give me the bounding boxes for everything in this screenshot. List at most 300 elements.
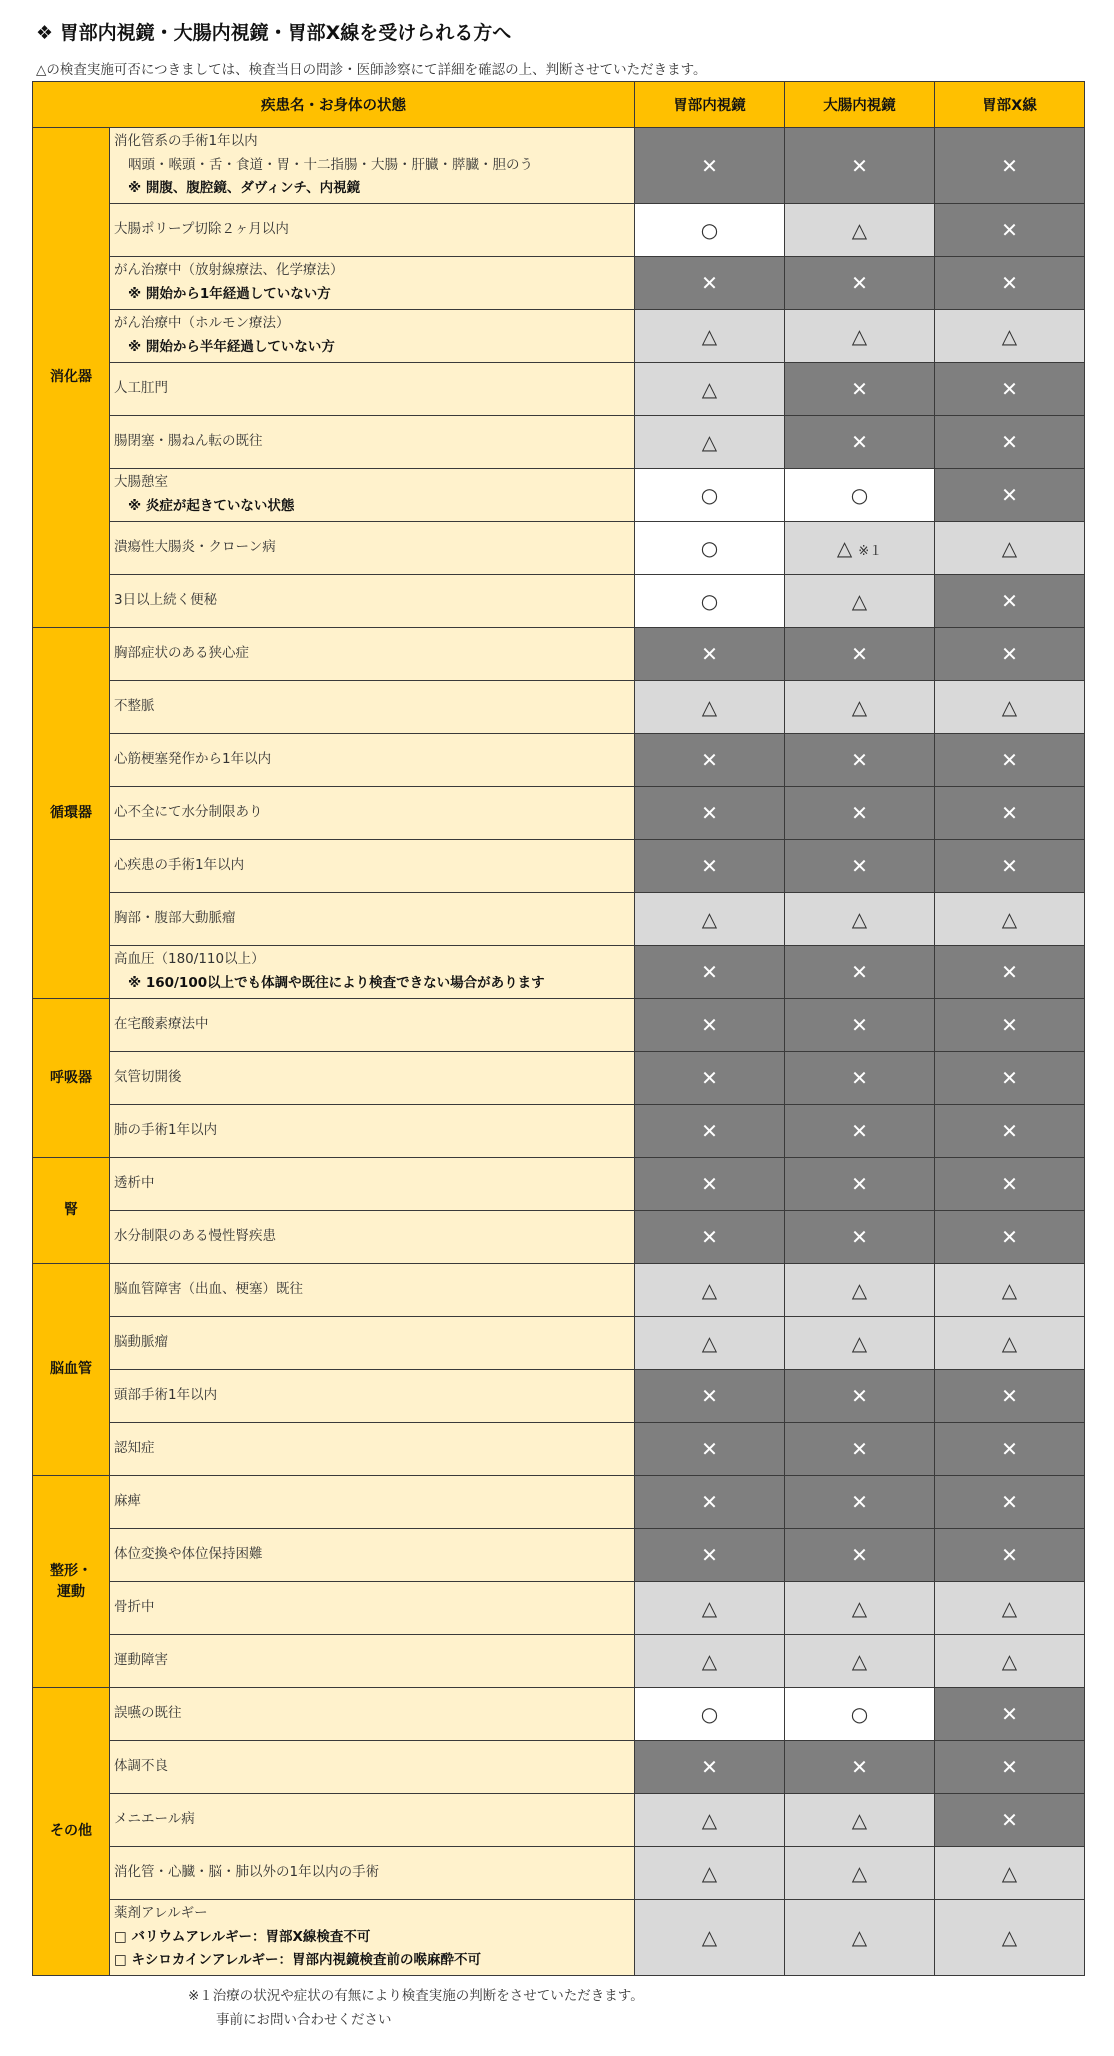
cross-mark-cell (935, 257, 1085, 310)
cross-mark-cell (785, 416, 935, 469)
triangle-mark: △ (1001, 1925, 1018, 1950)
cross-mark: ✕ (851, 430, 868, 454)
cross-mark-cell (635, 999, 785, 1052)
triangle-mark: △ (701, 377, 718, 401)
condition-text: がん治療中（ホルモン療法） (114, 315, 290, 332)
condition-text: ※ 開腹、腹腔鏡、ダヴィンチ、内視鏡 (128, 180, 361, 197)
triangle-note: △の検査実施可否につきましては、検査当日の問診・医師診察にて詳細を確認の上、判断させていただきます。 (36, 62, 707, 78)
table-row (33, 363, 1085, 416)
condition-cell (110, 999, 635, 1052)
condition-cell (110, 1052, 635, 1105)
triangle-mark-cell (635, 893, 785, 946)
cross-mark: ✕ (1001, 1225, 1018, 1249)
condition-cell (110, 1423, 635, 1476)
triangle-mark-cell (635, 416, 785, 469)
condition-cell (110, 1582, 635, 1635)
triangle-mark-cell (935, 310, 1085, 363)
condition-text: 大腸ポリープ切除２ヶ月以内 (114, 221, 289, 238)
cross-mark-cell (935, 1529, 1085, 1582)
condition-text: 心筋梗塞発作から1年以内 (114, 751, 272, 768)
cross-mark-cell (785, 946, 935, 999)
cross-mark-cell (635, 128, 785, 204)
triangle-mark-cell (785, 522, 935, 575)
cross-mark: ✕ (701, 1066, 718, 1090)
triangle-mark: △ (701, 1925, 718, 1950)
cross-mark: ✕ (1001, 377, 1018, 401)
triangle-mark-cell (935, 1317, 1085, 1370)
table-row (33, 1582, 1085, 1635)
cross-mark: ✕ (701, 1384, 718, 1408)
cross-mark-cell (785, 363, 935, 416)
triangle-mark: △ (851, 1278, 868, 1302)
triangle-mark-cell (635, 681, 785, 734)
cross-mark-cell (935, 1370, 1085, 1423)
cross-mark-cell (935, 734, 1085, 787)
circle-mark: ○ (850, 1702, 869, 1726)
category-cell: その他 (33, 1688, 110, 1976)
condition-cell (110, 469, 635, 522)
table-row (33, 1317, 1085, 1370)
condition-cell (110, 1105, 635, 1158)
cross-mark: ✕ (701, 1013, 718, 1037)
category-cell: 循環器 (33, 628, 110, 999)
exam-eligibility-table (32, 81, 1085, 1976)
cross-mark-cell (785, 1158, 935, 1211)
cross-mark: ✕ (1001, 1172, 1018, 1196)
cross-mark: ✕ (1001, 218, 1018, 242)
cross-mark: ✕ (851, 271, 868, 295)
cross-mark: ✕ (1001, 801, 1018, 825)
cross-mark-cell (635, 628, 785, 681)
cross-mark: ✕ (701, 1490, 718, 1514)
category-cell: 消化器 (33, 128, 110, 628)
cross-mark-cell (935, 787, 1085, 840)
circle-mark: ○ (700, 1702, 719, 1726)
cross-mark-cell (935, 628, 1085, 681)
cross-mark: ✕ (1001, 271, 1018, 295)
condition-text: メニエール病 (114, 1811, 195, 1828)
cross-mark: ✕ (701, 642, 718, 666)
table-row (33, 628, 1085, 681)
condition-text: 脳血管障害（出血、梗塞）既往 (114, 1281, 303, 1298)
triangle-mark-cell (785, 681, 935, 734)
cross-mark: ✕ (851, 1119, 868, 1143)
condition-cell (110, 734, 635, 787)
condition-cell (110, 1794, 635, 1847)
cross-mark: ✕ (701, 1119, 718, 1143)
circle-mark-cell (635, 575, 785, 628)
triangle-mark: △ (851, 218, 868, 242)
triangle-mark: △ (701, 695, 718, 719)
cross-mark-cell (785, 257, 935, 310)
cross-mark: ✕ (701, 748, 718, 772)
cross-mark: ✕ (851, 748, 868, 772)
triangle-mark-cell (785, 1900, 935, 1976)
triangle-mark-cell (935, 1264, 1085, 1317)
condition-text: 消化管・心臓・脳・肺以外の1年以内の手術 (114, 1864, 380, 1881)
cross-mark: ✕ (851, 854, 868, 878)
triangle-mark-cell (635, 1847, 785, 1900)
page-title: ❖ 胃部内視鏡・大腸内視鏡・胃部X線を受けられる方へ (36, 22, 512, 44)
table-row (33, 734, 1085, 787)
condition-cell (110, 1847, 635, 1900)
condition-cell (110, 787, 635, 840)
table-row (33, 469, 1085, 522)
circle-mark-cell (635, 1688, 785, 1741)
cross-mark: ✕ (1001, 960, 1018, 984)
condition-text: 運動障害 (114, 1652, 168, 1669)
cross-mark: ✕ (851, 801, 868, 825)
cross-mark-cell (935, 1688, 1085, 1741)
triangle-mark: △ (1001, 907, 1018, 931)
cross-mark-cell (935, 469, 1085, 522)
cross-mark: ✕ (1001, 430, 1018, 454)
triangle-mark-cell (785, 1794, 935, 1847)
table-row (33, 1158, 1085, 1211)
cross-mark: ✕ (701, 1755, 718, 1779)
circle-mark: ○ (700, 483, 719, 507)
triangle-mark-cell (635, 310, 785, 363)
triangle-mark: △ (851, 589, 868, 613)
cross-mark-cell (935, 1741, 1085, 1794)
triangle-mark-cell (785, 893, 935, 946)
footnote-line1: ※１治療の状況や症状の有無により検査実施の判断をさせていただきます。 (188, 1988, 644, 2004)
condition-cell (110, 1529, 635, 1582)
footnote-ref: ※１ (858, 544, 883, 559)
condition-text: がん治療中（放射線療法、化学療法） (114, 262, 344, 279)
triangle-mark: △ (851, 1808, 868, 1832)
triangle-mark-cell (635, 1582, 785, 1635)
cross-mark: ✕ (1001, 854, 1018, 878)
condition-text: 大腸憩室 (114, 474, 168, 491)
circle-mark-cell (635, 469, 785, 522)
cross-mark-cell (785, 734, 935, 787)
cross-mark: ✕ (701, 271, 718, 295)
condition-cell (110, 1741, 635, 1794)
triangle-mark: △ (851, 695, 868, 719)
cross-mark: ✕ (701, 854, 718, 878)
cross-mark-cell (635, 1476, 785, 1529)
cross-mark-cell (635, 1158, 785, 1211)
circle-mark-cell (785, 469, 935, 522)
triangle-mark-cell (935, 522, 1085, 575)
condition-text: ※ 炎症が起きていない状態 (128, 498, 295, 514)
cross-mark-cell (935, 840, 1085, 893)
cross-mark: ✕ (701, 960, 718, 984)
cross-mark-cell (635, 1741, 785, 1794)
triangle-mark: △ (1001, 1861, 1018, 1885)
condition-cell (110, 628, 635, 681)
cross-mark: ✕ (701, 1437, 718, 1461)
condition-text: 潰瘍性大腸炎・クローン病 (114, 539, 276, 556)
triangle-mark: △ (701, 1808, 718, 1832)
condition-text: □ バリウムアレルギー：胃部X線検査不可 (114, 1928, 371, 1945)
cross-mark: ✕ (1001, 1119, 1018, 1143)
footnote (188, 1985, 644, 2032)
triangle-mark-cell (635, 1264, 785, 1317)
cross-mark: ✕ (1001, 1013, 1018, 1037)
condition-text: 薬剤アレルギー (114, 1905, 208, 1921)
triangle-mark-cell (935, 681, 1085, 734)
header-condition: 疾患名・お身体の状態 (33, 82, 635, 128)
category-cell: 呼吸器 (33, 999, 110, 1158)
triangle-mark: △ (1001, 324, 1018, 348)
condition-cell (110, 1900, 635, 1976)
triangle-mark: △ (701, 1649, 718, 1673)
condition-text: 在宅酸素療法中 (114, 1016, 209, 1033)
condition-cell (110, 363, 635, 416)
cross-mark-cell (785, 1052, 935, 1105)
table-row (33, 128, 1085, 204)
cross-mark-cell (935, 363, 1085, 416)
cross-mark: ✕ (1001, 748, 1018, 772)
triangle-mark: △ (1001, 1596, 1018, 1620)
cross-mark-cell (635, 1105, 785, 1158)
cross-mark: ✕ (851, 960, 868, 984)
circle-mark-cell (635, 204, 785, 257)
cross-mark-cell (785, 1529, 935, 1582)
cross-mark-cell (935, 1105, 1085, 1158)
triangle-mark-cell (785, 1264, 935, 1317)
triangle-mark-cell (635, 363, 785, 416)
cross-mark: ✕ (851, 1172, 868, 1196)
condition-text: 消化管系の手術1年以内 (114, 133, 258, 150)
condition-cell (110, 1264, 635, 1317)
cross-mark-cell (785, 628, 935, 681)
condition-cell (110, 893, 635, 946)
cross-mark: ✕ (1001, 1384, 1018, 1408)
triangle-mark: △ (851, 1649, 868, 1673)
condition-cell (110, 1211, 635, 1264)
condition-text: 体調不良 (114, 1758, 168, 1775)
table-row (33, 893, 1085, 946)
cross-mark-cell (935, 1211, 1085, 1264)
cross-mark: ✕ (701, 801, 718, 825)
table-row (33, 1052, 1085, 1105)
condition-text: □ キシロカインアレルギー：胃部内視鏡検査前の喉麻酔不可 (114, 1952, 482, 1969)
cross-mark-cell (935, 1476, 1085, 1529)
condition-cell (110, 310, 635, 363)
triangle-mark-cell (785, 310, 935, 363)
triangle-mark-cell (935, 1582, 1085, 1635)
condition-text: 腸閉塞・腸ねん転の既往 (114, 433, 263, 450)
triangle-mark-cell (635, 1900, 785, 1976)
condition-text: 3日以上続く便秘 (114, 592, 218, 609)
condition-text: ※ 開始から1年経過していない方 (128, 286, 331, 302)
condition-cell (110, 1370, 635, 1423)
condition-text: 骨折中 (114, 1599, 155, 1616)
triangle-mark: △ (701, 1596, 718, 1620)
circle-mark: ○ (700, 589, 719, 613)
cross-mark-cell (935, 999, 1085, 1052)
triangle-mark: △ (851, 1861, 868, 1885)
header-gastroscopy: 胃部内視鏡 (635, 82, 785, 128)
condition-text: 人工肛門 (114, 380, 168, 397)
triangle-mark: △ (701, 1278, 718, 1302)
cross-mark-cell (785, 999, 935, 1052)
table-row (33, 946, 1085, 999)
table-row (33, 681, 1085, 734)
cross-mark-cell (935, 128, 1085, 204)
cross-mark: ✕ (851, 1384, 868, 1408)
table-row (33, 1423, 1085, 1476)
circle-mark-cell (635, 522, 785, 575)
table-row (33, 522, 1085, 575)
triangle-mark-cell (935, 893, 1085, 946)
condition-text: 頭部手術1年以内 (114, 1387, 218, 1404)
cross-mark: ✕ (851, 642, 868, 666)
condition-text: 気管切開後 (114, 1069, 182, 1086)
condition-cell (110, 1476, 635, 1529)
footnote-line2: 事前にお問い合わせください (216, 2011, 392, 2028)
condition-cell (110, 522, 635, 575)
circle-mark: ○ (700, 536, 719, 560)
cross-mark: ✕ (851, 1490, 868, 1514)
category-cell: 腎 (33, 1158, 110, 1264)
triangle-mark: △ (1001, 695, 1018, 719)
condition-cell (110, 1158, 635, 1211)
condition-text: 咽頭・喉頭・舌・食道・胃・十二指腸・大腸・肝臓・膵臓・胆のう (128, 156, 533, 173)
table-row (33, 999, 1085, 1052)
condition-cell (110, 1317, 635, 1370)
triangle-mark: △ (701, 430, 718, 454)
triangle-mark: △ (851, 907, 868, 931)
table-row (33, 1635, 1085, 1688)
triangle-mark: △ (701, 1861, 718, 1885)
triangle-mark-cell (785, 1582, 935, 1635)
condition-text: 胸部症状のある狭心症 (114, 645, 249, 662)
triangle-mark: △ (701, 1331, 718, 1355)
table-row (33, 257, 1085, 310)
cross-mark-cell (935, 1158, 1085, 1211)
cross-mark-cell (635, 1052, 785, 1105)
cross-mark: ✕ (1001, 1490, 1018, 1514)
condition-cell (110, 946, 635, 999)
condition-text: ※ 開始から半年経過していない方 (128, 339, 335, 355)
triangle-mark-cell (935, 1847, 1085, 1900)
cross-mark-cell (785, 1105, 935, 1158)
condition-cell (110, 416, 635, 469)
triangle-mark: △ (701, 907, 718, 931)
cross-mark-cell (935, 416, 1085, 469)
condition-text: 水分制限のある慢性腎疾患 (114, 1228, 276, 1245)
table-row (33, 1741, 1085, 1794)
cross-mark-cell (785, 1211, 935, 1264)
header-stomach-xray: 胃部X線 (935, 82, 1085, 128)
table-row (33, 1688, 1085, 1741)
triangle-mark-cell (785, 1847, 935, 1900)
cross-mark: ✕ (851, 153, 868, 178)
circle-mark: ○ (700, 218, 719, 242)
table-row (33, 575, 1085, 628)
triangle-mark-cell (785, 1635, 935, 1688)
table-row (33, 1211, 1085, 1264)
cross-mark-cell (785, 787, 935, 840)
cross-mark-cell (635, 787, 785, 840)
cross-mark: ✕ (1001, 1066, 1018, 1090)
cross-mark-cell (935, 1052, 1085, 1105)
table-row (33, 1105, 1085, 1158)
condition-text: 認知症 (114, 1440, 155, 1457)
cross-mark: ✕ (851, 1755, 868, 1779)
cross-mark: ✕ (701, 1543, 718, 1567)
condition-cell (110, 840, 635, 893)
cross-mark: ✕ (851, 377, 868, 401)
condition-cell (110, 128, 635, 204)
condition-cell (110, 575, 635, 628)
cross-mark: ✕ (1001, 1702, 1018, 1726)
condition-text: 脳動脈瘤 (114, 1334, 168, 1351)
cross-mark: ✕ (851, 1066, 868, 1090)
circle-mark-cell (785, 1688, 935, 1741)
condition-text: 不整脈 (114, 698, 155, 715)
condition-text: 高血圧（180/110以上） (114, 951, 265, 968)
cross-mark-cell (635, 257, 785, 310)
cross-mark-cell (935, 1794, 1085, 1847)
triangle-mark: △ (851, 1331, 868, 1355)
cross-mark-cell (785, 840, 935, 893)
table-row (33, 1476, 1085, 1529)
condition-text: 心不全にて水分制限あり (114, 804, 263, 821)
triangle-mark-cell (785, 575, 935, 628)
cross-mark: ✕ (1001, 483, 1018, 507)
table-row (33, 787, 1085, 840)
condition-text: 体位変換や体位保持困難 (114, 1546, 263, 1563)
cross-mark: ✕ (701, 1225, 718, 1249)
cross-mark: ✕ (701, 153, 718, 178)
condition-text: 麻痺 (114, 1493, 141, 1510)
triangle-mark-cell (785, 204, 935, 257)
cross-mark: ✕ (851, 1543, 868, 1567)
triangle-mark-cell (935, 1635, 1085, 1688)
triangle-mark-cell (635, 1635, 785, 1688)
condition-text: 肺の手術1年以内 (114, 1122, 218, 1139)
condition-cell (110, 1688, 635, 1741)
cross-mark-cell (935, 1423, 1085, 1476)
cross-mark-cell (635, 1423, 785, 1476)
triangle-mark-cell (785, 1317, 935, 1370)
triangle-mark: △ (851, 1925, 868, 1950)
triangle-mark-cell (635, 1317, 785, 1370)
triangle-mark: △ (1001, 1331, 1018, 1355)
condition-cell (110, 204, 635, 257)
cross-mark-cell (635, 946, 785, 999)
condition-text: 胸部・腹部大動脈瘤 (114, 910, 236, 927)
triangle-mark: △ (851, 324, 868, 348)
category-cell: 整形・ 運動 (33, 1476, 110, 1688)
table-row (33, 1794, 1085, 1847)
cross-mark: ✕ (851, 1225, 868, 1249)
cross-mark-cell (935, 204, 1085, 257)
table-row (33, 1264, 1085, 1317)
triangle-mark: △ (1001, 1649, 1018, 1673)
cross-mark: ✕ (1001, 1808, 1018, 1832)
triangle-mark: △ (836, 536, 853, 560)
header-colonoscopy: 大腸内視鏡 (785, 82, 935, 128)
cross-mark-cell (785, 1423, 935, 1476)
cross-mark-cell (785, 1476, 935, 1529)
cross-mark-cell (635, 1370, 785, 1423)
cross-mark-cell (635, 1211, 785, 1264)
cross-mark-cell (785, 128, 935, 204)
cross-mark: ✕ (1001, 1755, 1018, 1779)
category-cell: 脳血管 (33, 1264, 110, 1476)
circle-mark: ○ (850, 483, 869, 507)
table-row (33, 1370, 1085, 1423)
cross-mark: ✕ (1001, 1437, 1018, 1461)
cross-mark: ✕ (1001, 153, 1018, 178)
cross-mark-cell (935, 946, 1085, 999)
